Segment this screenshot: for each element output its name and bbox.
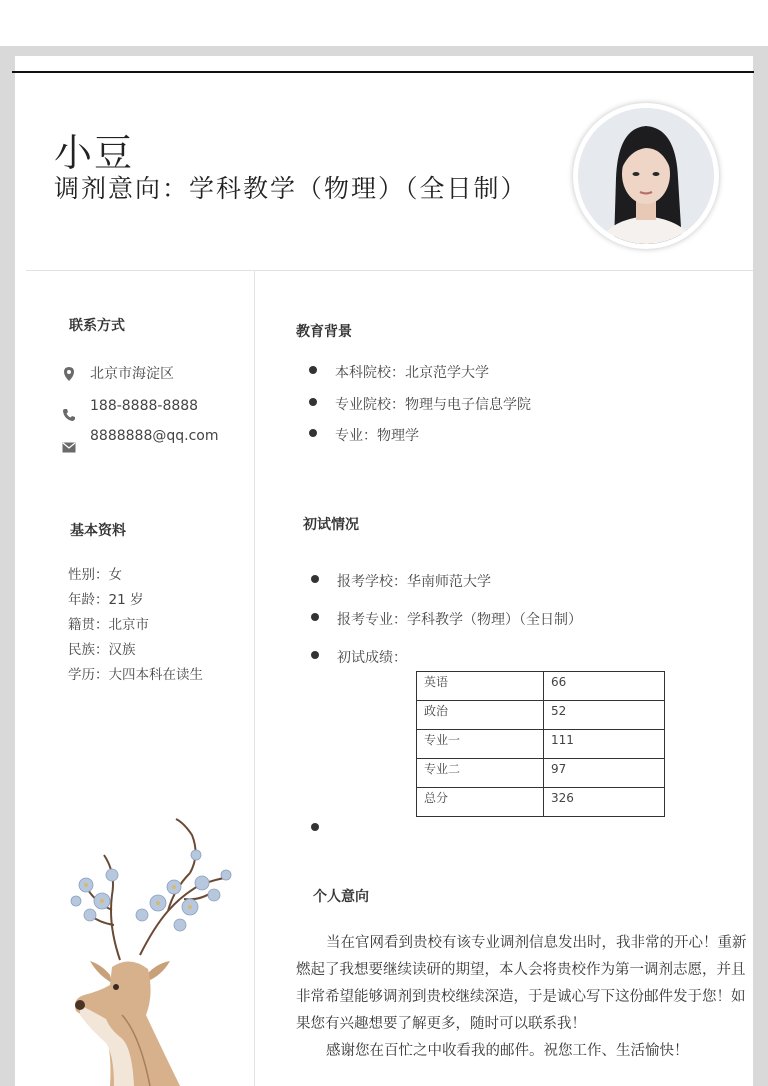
column-divider	[254, 271, 255, 1086]
education-title: 教育背景	[296, 324, 352, 340]
table-row	[417, 730, 665, 759]
candidate-name: 小豆	[54, 131, 135, 175]
exam-item-school: 报考学校：华南师范大学	[337, 574, 491, 590]
personal-paragraph-2: 感谢您在百忙之中收看我的邮件。祝您工作、生活愉快！	[326, 1043, 689, 1059]
profile-photo	[573, 103, 719, 249]
top-rule	[12, 71, 754, 73]
basic-title: 基本资料	[70, 523, 126, 539]
education-item-college: 专业院校：物理与电子信息学院	[335, 397, 531, 413]
address-text: 北京市海淀区	[90, 366, 174, 382]
bullet-dot	[311, 575, 319, 583]
location-icon	[62, 366, 76, 380]
score-cell: 326	[544, 788, 665, 817]
subject-cell: 总分	[417, 788, 544, 817]
exam-item-scores-label: 初试成绩：	[337, 650, 407, 666]
mail-icon	[62, 441, 76, 455]
basic-list	[68, 563, 203, 688]
bullet-dot	[311, 823, 319, 831]
exam-item-major: 报考专业：学科教学（物理）（全日制）	[337, 612, 582, 628]
bullet-dot	[309, 398, 317, 406]
table-row	[417, 701, 665, 730]
basic-item-hometown: 籍贯：北京市	[68, 617, 149, 633]
subject-cell: 专业二	[417, 759, 544, 788]
basic-item-education: 学历：大四本科在读生	[68, 667, 203, 683]
email-text: 8888888@qq.com	[90, 428, 219, 444]
header-divider	[26, 270, 753, 271]
contact-email	[62, 417, 218, 455]
education-item-major: 专业：物理学	[335, 428, 419, 444]
table-row	[417, 788, 665, 817]
personal-paragraph-1: 当在官网看到贵校有该专业调剂信息发出时，我非常的开心！重新燃起了我想要继续读研的期望，本人会将贵校作为第一调剂志愿，并且非常希望能够调剂到贵校继续深造，于是诚心写下这份邮件发于您！如果您有兴趣想要了解更多，随时可以联系我！	[296, 935, 747, 1032]
basic-item-ethnicity: 民族：汉族	[68, 642, 136, 658]
subject-cell: 英语	[417, 672, 544, 701]
education-item-school: 本科院校：北京范学大学	[335, 365, 489, 381]
personal-title: 个人意向	[313, 889, 369, 905]
subject-cell: 政治	[417, 701, 544, 730]
basic-item-gender: 性别：女	[68, 567, 122, 583]
score-cell: 111	[544, 730, 665, 759]
exam-title: 初试情况	[303, 517, 359, 533]
personal-statement	[296, 930, 756, 1065]
score-cell: 97	[544, 759, 665, 788]
score-cell: 66	[544, 672, 665, 701]
contact-address	[62, 363, 174, 383]
bullet-dot	[309, 366, 317, 374]
table-row	[417, 759, 665, 788]
table-row	[417, 672, 665, 701]
phone-text: 188-8888-8888	[90, 398, 199, 414]
score-cell: 52	[544, 701, 665, 730]
subject-cell: 专业一	[417, 730, 544, 759]
bullet-dot	[309, 429, 317, 437]
score-table	[416, 671, 665, 817]
basic-item-age: 年龄：21 岁	[68, 592, 144, 608]
bullet-dot	[311, 613, 319, 621]
contact-title: 联系方式	[69, 318, 125, 334]
deer-illustration	[50, 815, 250, 1086]
adjustment-intent: 调剂意向：学科教学（物理）（全日制）	[54, 174, 528, 203]
bullet-dot	[311, 651, 319, 659]
